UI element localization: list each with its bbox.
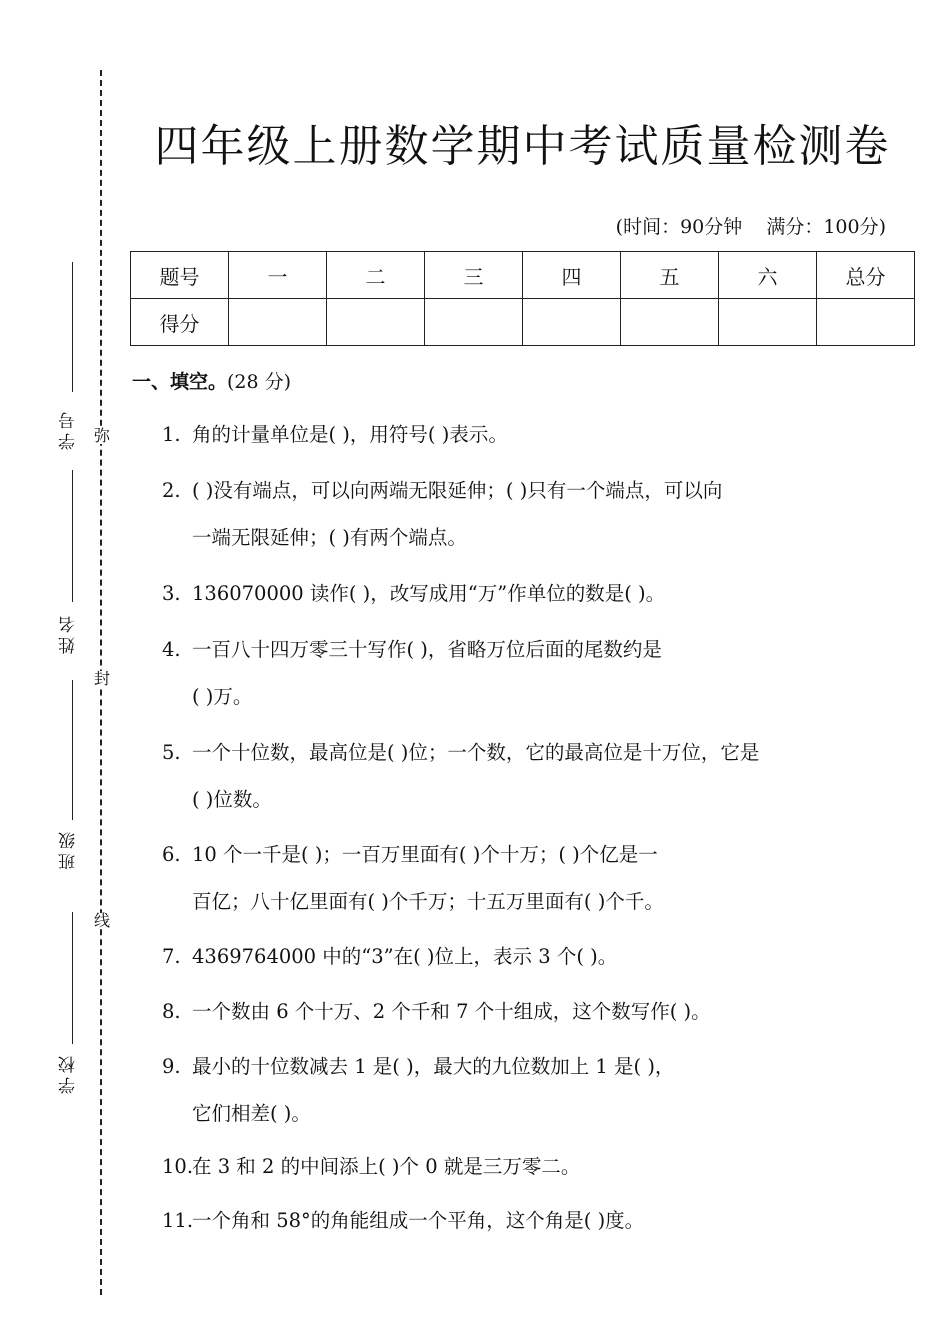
question-text: 10 个一千是( )；一百万里面有( )个十万；( )个亿是一 [192, 843, 658, 866]
question-3 [162, 570, 917, 617]
question-number: 3. [162, 582, 181, 605]
score-table-header-row [131, 252, 915, 299]
question-number: 9. [162, 1055, 181, 1078]
section-points: (28 分) [227, 371, 292, 393]
seal-word-xian: 线 [94, 911, 111, 930]
score-header-cell: 题号 [131, 252, 229, 299]
question-number: 8. [162, 1000, 181, 1023]
question-number: 11. [162, 1209, 194, 1232]
question-number: 7. [162, 945, 181, 968]
section-heading [132, 367, 291, 394]
question-text: 136070000 读作( )，改写成用“万”作单位的数是( )。 [192, 582, 666, 605]
score-cell[interactable] [621, 299, 719, 346]
score-cell[interactable] [523, 299, 621, 346]
exam-full-score: 满分：100分) [766, 216, 886, 238]
question-text: ( )没有端点，可以向两端无限延伸；( )只有一个端点，可以向 [192, 479, 723, 502]
score-cell[interactable] [327, 299, 425, 346]
question-text: 最小的十位数减去 1 是( )，最大的九位数加上 1 是( )， [192, 1055, 675, 1078]
score-cell[interactable] [425, 299, 523, 346]
question-text: 一百八十四万零三十写作( )，省略万位后面的尾数约是 [192, 638, 662, 661]
score-header-cell: 五 [621, 252, 719, 299]
class-label: 班级 [59, 828, 79, 870]
question-2 [162, 467, 917, 561]
question-5 [162, 729, 917, 823]
score-table [130, 251, 915, 346]
score-header-cell: 总分 [817, 252, 915, 299]
score-cell[interactable] [817, 299, 915, 346]
score-header-cell: 三 [425, 252, 523, 299]
name-field[interactable] [72, 470, 74, 602]
question-number: 4. [162, 638, 181, 661]
question-text: 一个角和 58°的角能组成一个平角，这个角是( )度。 [192, 1209, 645, 1232]
question-number: 1. [162, 423, 181, 446]
question-9 [162, 1043, 917, 1137]
question-number: 6. [162, 843, 181, 866]
score-row-label: 得分 [131, 299, 229, 346]
score-header-cell: 四 [523, 252, 621, 299]
question-text: 4369764000 中的“3”在( )位上，表示 3 个( )。 [192, 945, 618, 968]
question-text-continued: 百亿；八十亿里面有( )个千万；十五万里面有( )个千。 [192, 890, 664, 913]
section-label: 一、填空。 [132, 371, 228, 393]
question-11 [162, 1197, 917, 1244]
seal-word-mi: 弥 [94, 426, 111, 445]
question-10 [162, 1143, 917, 1190]
question-text: 在 3 和 2 的中间添上( )个 0 就是三万零二。 [192, 1155, 581, 1178]
question-7 [162, 933, 917, 980]
exam-time: (时间：90分钟 [615, 216, 743, 238]
name-label: 姓名 [59, 612, 79, 654]
question-number: 5. [162, 741, 181, 764]
school-field[interactable] [72, 912, 74, 1044]
page-title: 四年级上册数学期中考试质量检测卷 [154, 121, 891, 172]
score-table-score-row [131, 299, 915, 346]
score-header-cell: 一 [229, 252, 327, 299]
question-text: 一个十位数，最高位是( )位；一个数，它的最高位是十万位，它是 [192, 741, 760, 764]
question-number: 2. [162, 479, 181, 502]
score-cell[interactable] [229, 299, 327, 346]
student-id-label: 学号 [59, 408, 79, 450]
question-6 [162, 831, 917, 925]
student-id-field[interactable] [72, 262, 74, 392]
question-4 [162, 626, 917, 720]
school-label: 学校 [59, 1052, 79, 1094]
question-text-continued: ( )位数。 [192, 788, 272, 811]
exam-meta [598, 212, 886, 239]
question-number: 10. [162, 1155, 194, 1178]
class-field[interactable] [72, 680, 74, 820]
question-1 [162, 411, 917, 458]
score-cell[interactable] [719, 299, 817, 346]
question-text: 角的计量单位是( )，用符号( )表示。 [192, 423, 508, 446]
question-text-continued: 一端无限延伸；( )有两个端点。 [192, 526, 467, 549]
question-text: 一个数由 6 个十万、2 个千和 7 个十组成，这个数写作( )。 [192, 1000, 711, 1023]
question-text-continued: ( )万。 [192, 685, 253, 708]
score-header-cell: 六 [719, 252, 817, 299]
question-8 [162, 988, 917, 1035]
score-header-cell: 二 [327, 252, 425, 299]
question-text-continued: 它们相差( )。 [192, 1102, 311, 1125]
seal-word-feng: 封 [94, 669, 111, 688]
